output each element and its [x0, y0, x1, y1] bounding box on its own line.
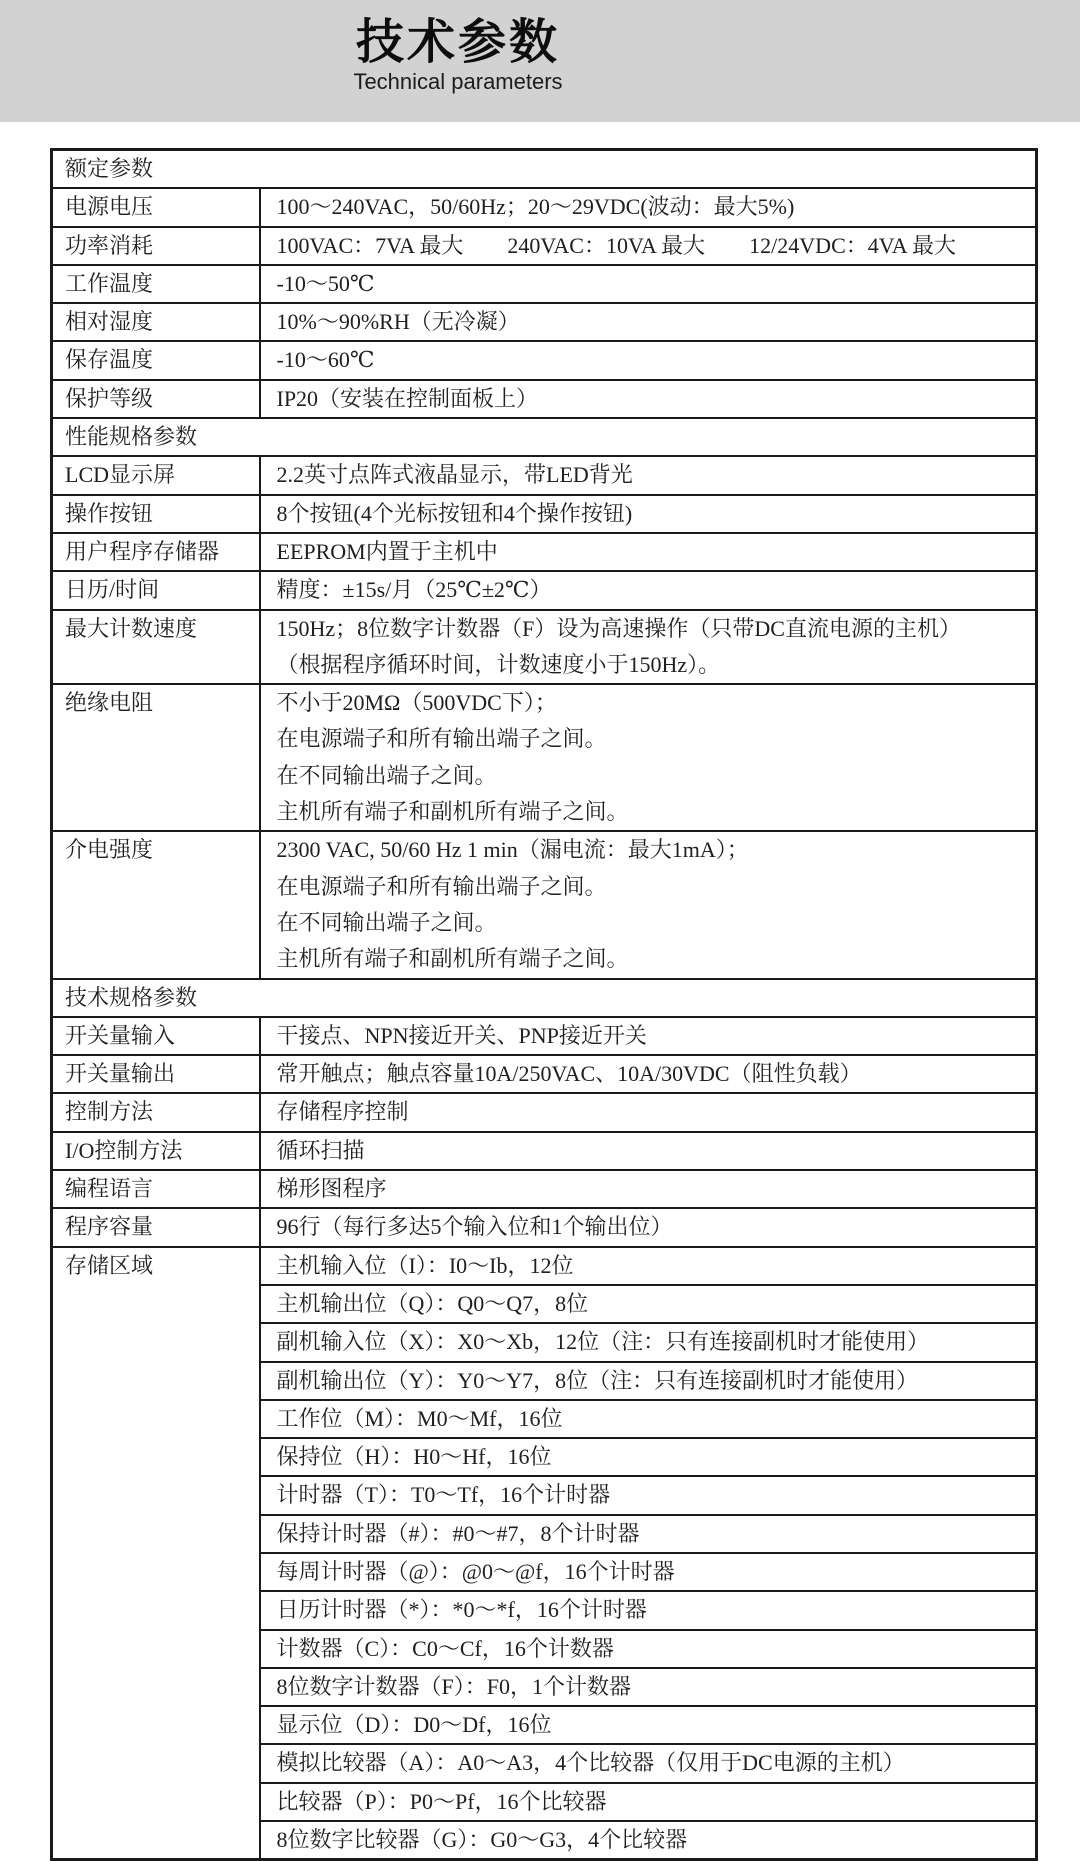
param-value — [260, 1093, 1037, 1131]
value-line: 2.2英寸点阵式液晶显示，带LED背光 — [276, 462, 633, 488]
param-label: 开关量输出 — [52, 1055, 260, 1093]
group-label: 存储区域 — [52, 1247, 260, 1860]
title-block — [0, 16, 916, 94]
page-title: 技术参数 — [355, 16, 560, 69]
value-line: 100～240VAC，50/60Hz；20～29VDC(波动：最大5%) — [276, 194, 795, 220]
group-value — [260, 1438, 1037, 1476]
group-row — [52, 1247, 1037, 1285]
param-row — [52, 495, 1037, 533]
group-value — [260, 1668, 1037, 1706]
param-row — [52, 831, 1037, 978]
section-row — [52, 418, 1037, 456]
param-label: 用户程序存储器 — [52, 533, 260, 571]
value-line: 主机所有端子和副机所有端子之间。 — [276, 946, 629, 972]
group-value — [260, 1515, 1037, 1553]
group-value — [260, 1285, 1037, 1323]
group-value — [260, 1476, 1037, 1514]
value-line: 模拟比较器（A）：A0～A3，4个比较器（仅用于DC电源的主机） — [276, 1750, 905, 1776]
param-value — [260, 831, 1037, 978]
param-label: 日历/时间 — [52, 571, 260, 609]
param-value — [260, 1055, 1037, 1093]
param-value — [260, 188, 1037, 226]
param-row — [52, 1170, 1037, 1208]
param-value — [260, 1208, 1037, 1246]
section-row — [52, 979, 1037, 1017]
value-line: 150Hz；8位数字计数器（F）设为高速操作（只带DC直流电源的主机） — [276, 615, 961, 641]
value-line: 在不同输出端子之间。 — [276, 762, 497, 788]
param-label: 绝缘电阻 — [52, 684, 260, 831]
value-line: 日历计时器（*）：*0～*f，16个计时器 — [276, 1597, 647, 1623]
value-line: IP20（安装在控制面板上） — [276, 385, 539, 411]
param-value — [260, 227, 1037, 265]
param-label: 保护等级 — [52, 380, 260, 418]
param-row — [52, 610, 1037, 685]
group-value — [260, 1630, 1037, 1668]
param-row — [52, 341, 1037, 379]
param-label: 工作温度 — [52, 265, 260, 303]
header-band — [0, 0, 1080, 122]
value-line: 8位数字比较器（G）：G0～G3，4个比较器 — [276, 1827, 688, 1853]
param-label: 编程语言 — [52, 1170, 260, 1208]
param-row — [52, 1055, 1037, 1093]
param-value — [260, 1170, 1037, 1208]
value-line: 主机输入位（I）：I0～Ib，12位 — [276, 1252, 574, 1278]
value-line: 8位数字计数器（F）：F0，1个计数器 — [276, 1673, 631, 1699]
value-line: 比较器（P）：P0～Pf，16个比较器 — [276, 1788, 607, 1814]
group-value — [260, 1591, 1037, 1629]
value-line: 在不同输出端子之间。 — [276, 909, 497, 935]
value-line: 梯形图程序 — [276, 1176, 387, 1202]
value-line: 循环扫描 — [276, 1137, 365, 1163]
param-row — [52, 188, 1037, 226]
param-value — [260, 265, 1037, 303]
value-line: 副机输入位（X）：X0～Xb，12位（注：只有连接副机时才能使用） — [276, 1329, 930, 1355]
spec-table — [50, 148, 1038, 1861]
page-subtitle: Technical parameters — [353, 68, 563, 94]
param-label: 电源电压 — [52, 188, 260, 226]
param-label: 介电强度 — [52, 831, 260, 978]
group-value — [260, 1553, 1037, 1591]
section-label: 性能规格参数 — [52, 418, 1037, 456]
group-value — [260, 1706, 1037, 1744]
param-row — [52, 380, 1037, 418]
param-label: I/O控制方法 — [52, 1132, 260, 1170]
param-row — [52, 1208, 1037, 1246]
param-value — [260, 571, 1037, 609]
param-row — [52, 1093, 1037, 1131]
param-value — [260, 1132, 1037, 1170]
value-line: 干接点、NPN接近开关、PNP接近开关 — [276, 1022, 647, 1048]
group-value — [260, 1744, 1037, 1782]
param-label: LCD显示屏 — [52, 456, 260, 494]
value-line: 2300 VAC, 50/60 Hz 1 min（漏电流：最大1mA）； — [276, 837, 749, 863]
param-row — [52, 533, 1037, 571]
value-line: 显示位（D）：D0～Df，16位 — [276, 1712, 552, 1738]
param-value — [260, 303, 1037, 341]
param-value — [260, 684, 1037, 831]
value-line: 10%～90%RH（无冷凝） — [276, 309, 520, 335]
param-row — [52, 1132, 1037, 1170]
param-label: 保存温度 — [52, 341, 260, 379]
value-line: 主机输出位（Q）：Q0～Q7，8位 — [276, 1290, 589, 1316]
param-value — [260, 341, 1037, 379]
param-value — [260, 1017, 1037, 1055]
value-line: 存储程序控制 — [276, 1099, 409, 1125]
value-line: EEPROM内置于主机中 — [276, 538, 498, 564]
value-line: 保持位（H）：H0～Hf，16位 — [276, 1444, 552, 1470]
group-value — [260, 1783, 1037, 1821]
param-row — [52, 684, 1037, 831]
section-row — [52, 150, 1037, 189]
param-row — [52, 1017, 1037, 1055]
section-label: 额定参数 — [52, 150, 1037, 189]
param-value — [260, 495, 1037, 533]
param-value — [260, 456, 1037, 494]
param-value — [260, 533, 1037, 571]
value-line: 每周计时器（@）：@0～@f，16个计时器 — [276, 1558, 675, 1584]
section-label: 技术规格参数 — [52, 979, 1037, 1017]
value-line: 计时器（T）：T0～Tf，16个计时器 — [276, 1482, 611, 1508]
value-line: 8个按钮(4个光标按钮和4个操作按钮) — [276, 500, 633, 526]
value-line: 常开触点；触点容量10A/250VAC、10A/30VDC（阻性负载） — [276, 1061, 862, 1087]
param-label: 控制方法 — [52, 1093, 260, 1131]
value-line: 不小于20MΩ（500VDC下）； — [276, 690, 557, 716]
value-line: -10～60℃ — [276, 347, 375, 373]
group-value — [260, 1323, 1037, 1361]
param-value — [260, 610, 1037, 685]
value-line: 96行（每行多达5个输入位和1个输出位） — [276, 1214, 673, 1240]
param-label: 功率消耗 — [52, 227, 260, 265]
param-label: 相对湿度 — [52, 303, 260, 341]
value-line: -10～50℃ — [276, 270, 375, 296]
param-label: 最大计数速度 — [52, 610, 260, 685]
value-line: 精度：±15s/月（25℃±2℃） — [276, 577, 552, 603]
value-line: 副机输出位（Y）：Y0～Y7，8位（注：只有连接副机时才能使用） — [276, 1367, 919, 1393]
value-line: 主机所有端子和副机所有端子之间。 — [276, 799, 629, 825]
value-line: 保持计时器（#）：#0～#7，8个计时器 — [276, 1520, 640, 1546]
value-line: 工作位（M）：M0～Mf，16位 — [276, 1405, 563, 1431]
param-row — [52, 227, 1037, 265]
group-value — [260, 1821, 1037, 1860]
param-label: 程序容量 — [52, 1208, 260, 1246]
group-value — [260, 1247, 1037, 1285]
value-line: 100VAC：7VA 最大 240VAC：10VA 最大 12/24VDC：4VA 最大 — [276, 232, 956, 258]
param-row — [52, 456, 1037, 494]
param-row — [52, 265, 1037, 303]
value-line: （根据程序循环时间，计数速度小于150Hz）。 — [276, 651, 721, 677]
content-area — [0, 122, 1080, 1861]
value-line: 计数器（C）：C0～Cf，16个计数器 — [276, 1635, 614, 1661]
param-label: 操作按钮 — [52, 495, 260, 533]
group-value — [260, 1362, 1037, 1400]
group-value — [260, 1400, 1037, 1438]
param-label: 开关量输入 — [52, 1017, 260, 1055]
param-value — [260, 380, 1037, 418]
param-row — [52, 571, 1037, 609]
value-line: 在电源端子和所有输出端子之间。 — [276, 726, 607, 752]
param-row — [52, 303, 1037, 341]
spec-table-body — [52, 150, 1037, 1860]
value-line: 在电源端子和所有输出端子之间。 — [276, 873, 607, 899]
